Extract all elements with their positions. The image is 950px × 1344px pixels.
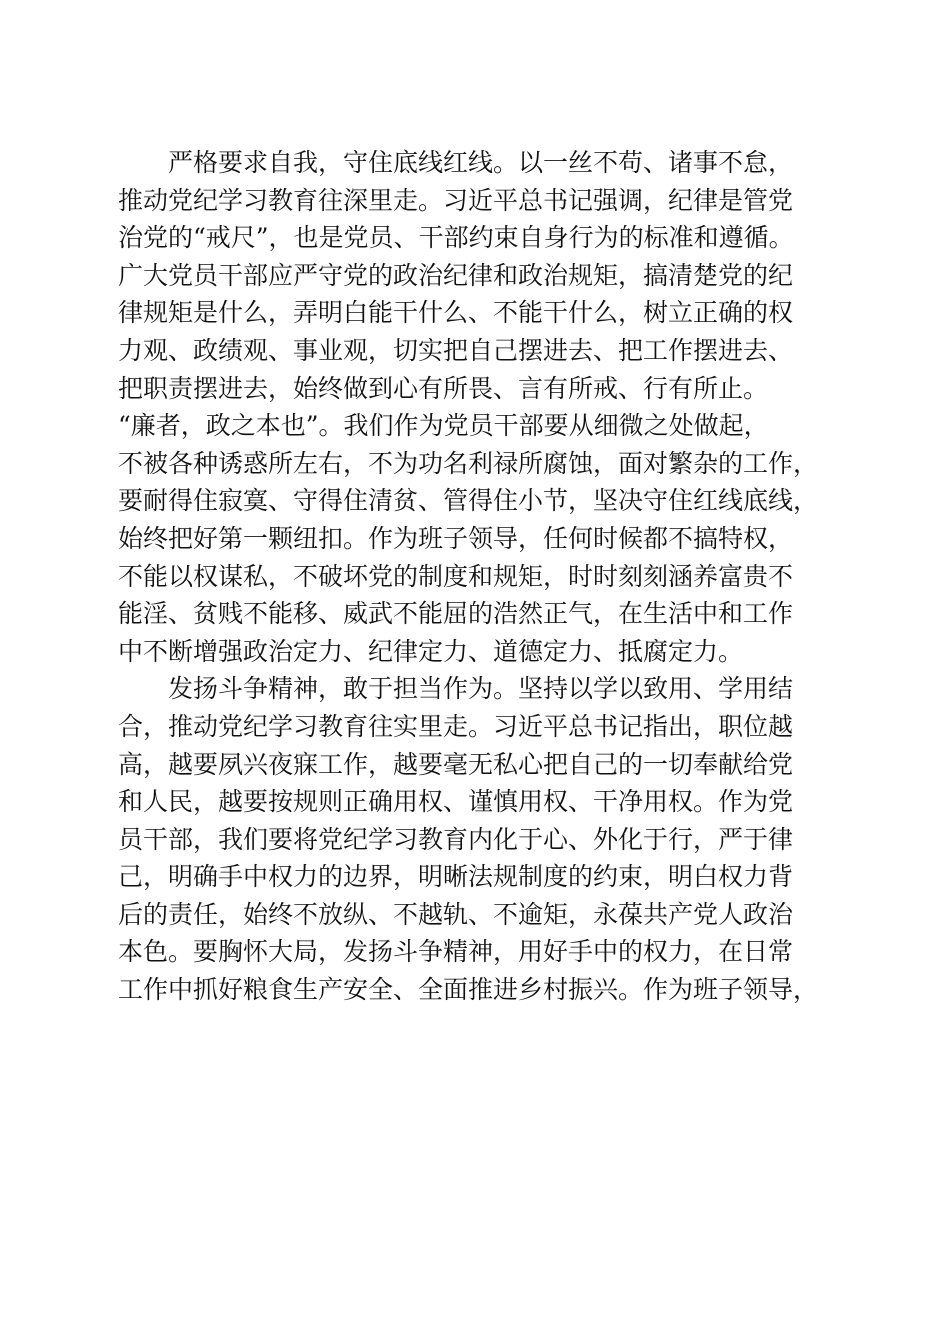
paragraph-2-line-9: 工作中抓好粮食生产安全、全面推进乡村振兴。作为班子领导，	[118, 975, 819, 1005]
paragraph-1-line-7: 把职责摆进去，始终做到心有所畏、言有所戒、行有所止。	[118, 373, 769, 403]
paragraph-1-line-4: 广大党员干部应严守党的政治纪律和政治规矩，搞清楚党的纪	[118, 260, 794, 290]
paragraph-1-line-13: 能淫、贫贱不能移、威武不能屈的浩然正气，在生活中和工作	[118, 599, 794, 629]
paragraph-1-line-1: 严格要求自我，守住底线红线。以一丝不苟、诸事不怠，	[168, 148, 794, 177]
paragraph-1-line-5: 律规矩是什么，弄明白能干什么、不能干什么，树立正确的权	[118, 298, 794, 328]
paragraph-2-line-8: 本色。要胸怀大局，发扬斗争精神，用好手中的权力，在日常	[118, 937, 794, 967]
paragraph-2-line-5: 员干部，我们要将党纪学习教育内化于心、外化于行，严于律	[118, 824, 794, 854]
paragraph-1-line-2: 推动党纪学习教育往深里走。习近平总书记强调，纪律是管党	[118, 185, 794, 215]
paragraph-2-line-3: 高，越要夙兴夜寐工作，越要毫无私心把自己的一切奉献给党	[118, 749, 794, 779]
paragraph-1-line-8: “廉者，政之本也”。我们作为党员干部要从细微之处做起，	[118, 411, 769, 441]
paragraph-1-line-14: 中不断增强政治定力、纪律定力、道德定力、抵腐定力。	[118, 636, 744, 666]
paragraph-1-line-12: 不能以权谋私，不破坏党的制度和规矩，时时刻刻涵养富贵不	[118, 561, 794, 591]
paragraph-2-line-2: 合，推动党纪学习教育往实里走。习近平总书记指出，职位越	[118, 711, 794, 741]
paragraph-2-line-7: 后的责任，始终不放纵、不越轨、不逾矩，永葆共产党人政治	[118, 899, 794, 929]
paragraph-1-line-9: 不被各种诱惑所左右，不为功名利禄所腐蚀，面对繁杂的工作，	[118, 448, 819, 478]
paragraph-1-line-3: 治党的“戒尺”，也是党员、干部约束自身行为的标准和遵循。	[118, 223, 794, 253]
paragraph-2-line-6: 己，明确手中权力的边界，明晰法规制度的约束，明白权力背	[118, 862, 794, 892]
paragraph-2-line-1: 发扬斗争精神，敢于担当作为。坚持以学以致用、学用结	[168, 674, 794, 704]
paragraph-1-line-11: 始终把好第一颗纽扣。作为班子领导，任何时候都不搞特权，	[118, 523, 794, 553]
document-body	[118, 144, 858, 1009]
paragraph-1-line-6: 力观、政绩观、事业观，切实把自己摆进去、把工作摆进去、	[118, 335, 794, 365]
paragraph-2-line-4: 和人民，越要按规则正确用权、谨慎用权、干净用权。作为党	[118, 787, 794, 817]
paragraph-1-line-10: 要耐得住寂寞、守得住清贫、管得住小节，坚决守住红线底线，	[118, 486, 819, 516]
